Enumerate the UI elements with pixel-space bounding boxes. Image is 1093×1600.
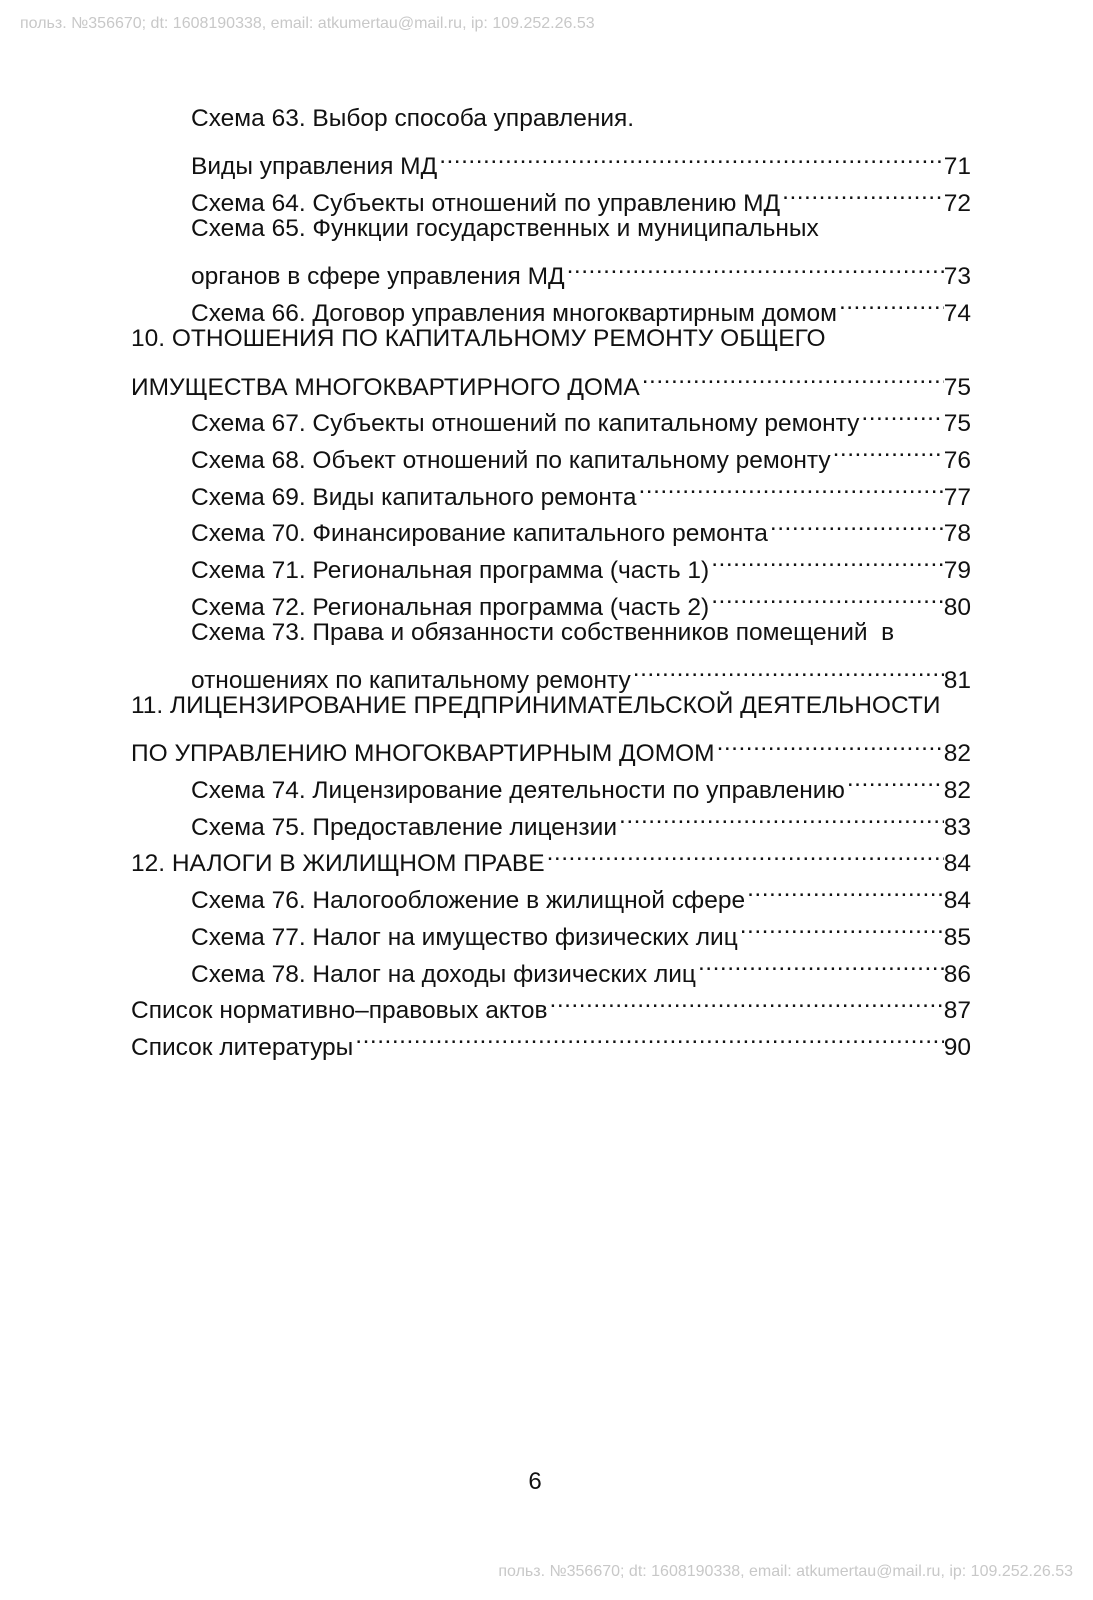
toc-entry-page: 82	[943, 777, 971, 805]
toc-entry-text: Схема 67. Субъекты отношений по капитальному ремонту	[191, 410, 860, 438]
toc-entry-text: Список литературы	[131, 1033, 354, 1061]
toc-leader-dots	[545, 835, 944, 872]
toc-entry-text: Схема 75. Предоставление лицензии	[191, 813, 618, 841]
page-number: 6	[528, 1468, 542, 1495]
toc-entry-text: Схема 74. Лицензирование деятельности по управлению	[191, 777, 845, 805]
toc-entry	[131, 248, 971, 291]
toc-entry-text: Схема 64. Субъекты отношений по управлению МД	[191, 190, 781, 218]
toc-entry-text: 12. НАЛОГИ В ЖИЛИЩНОМ ПРАВЕ	[131, 850, 545, 878]
toc-leader-dots	[548, 982, 944, 1019]
toc-entry-text: Схема 65. Функции государственных и муниципальных	[191, 215, 819, 243]
toc-entry-page: 71	[943, 153, 971, 181]
toc-entry-text: Список нормативно–правовых актов	[131, 997, 548, 1025]
toc-leader-dots	[709, 541, 944, 578]
toc-entry	[131, 615, 971, 652]
toc-entry	[131, 138, 971, 181]
toc-leader-dots	[715, 725, 944, 762]
toc-section-heading	[131, 688, 971, 725]
toc-entry-page: 78	[943, 520, 971, 548]
toc-entry-page: 85	[943, 923, 971, 951]
toc-leader-dots	[565, 248, 944, 285]
toc-section-heading	[131, 321, 971, 358]
toc-entry-text: Схема 78. Налог на доходы физических лиц	[191, 960, 696, 988]
toc-leader-dots	[837, 284, 944, 321]
toc-entry-text: Схема 70. Финансирование капитального ремонта	[191, 520, 768, 548]
toc-leader-dots	[745, 871, 944, 908]
toc-entry-page: 83	[943, 813, 971, 841]
toc-entry-text: отношениях по капитальному ремонту	[191, 667, 631, 694]
toc-entry-page: 86	[943, 960, 971, 988]
toc-entry-page: 82	[943, 740, 971, 768]
toc-entry	[131, 651, 971, 694]
toc-entry-text: Схема 71. Региональная программа (часть 1)	[191, 556, 710, 584]
toc-entry-page: 72	[943, 190, 971, 218]
toc-entry-text: Схема 66. Договор управления многоквартирным домом	[191, 300, 837, 328]
toc-entry-text: Схема 69. Виды капитального ремонта	[191, 483, 637, 511]
toc-entry-page: 84	[943, 850, 971, 878]
watermark-top: польз. №356670; dt: 1608190338, email: atkumertau@mail.ru, ip: 109.252.26.53	[20, 15, 595, 32]
toc-entry-text: ИМУЩЕСТВА МНОГОКВАРТИРНОГО ДОМА	[131, 373, 640, 401]
watermark-bottom: польз. №356670; dt: 1608190338, email: atkumertau@mail.ru, ip: 109.252.26.53	[498, 1563, 1073, 1580]
toc-leader-dots	[437, 138, 944, 175]
toc-leader-dots	[617, 798, 944, 835]
toc-leader-dots	[845, 761, 944, 798]
toc-leader-dots	[640, 358, 944, 395]
toc-entry-page: 90	[943, 1033, 971, 1061]
toc-entry-page: 77	[943, 483, 971, 511]
toc-leader-dots	[631, 651, 944, 688]
toc-entry-page: 75	[943, 410, 971, 438]
toc-entry-page: 74	[943, 300, 971, 328]
toc-leader-dots	[859, 395, 943, 432]
toc-entry-page: 84	[943, 887, 971, 915]
toc-entry-text: Схема 72. Региональная программа (часть 2)	[191, 593, 710, 621]
toc-leader-dots	[353, 1018, 943, 1055]
toc-entry-page: 87	[943, 997, 971, 1025]
toc-section-heading	[131, 725, 971, 768]
toc-leader-dots	[831, 431, 944, 468]
toc-entry-page: 73	[943, 263, 971, 291]
toc-entry-page: 79	[943, 556, 971, 584]
toc-entry	[131, 101, 971, 138]
toc-entry	[131, 211, 971, 248]
toc-entry-text: Схема 68. Объект отношений по капитальному ремонту	[191, 446, 831, 474]
toc-entry-text: ПО УПРАВЛЕНИЮ МНОГОКВАРТИРНЫМ ДОМОМ	[131, 740, 715, 768]
toc-leader-dots	[768, 505, 944, 542]
toc-leader-dots	[696, 945, 944, 982]
toc-leader-dots	[709, 578, 944, 615]
toc-entry-text: 11. ЛИЦЕНЗИРОВАНИЕ ПРЕДПРИНИМАТЕЛЬСКОЙ ДЕЯТЕЛЬНОСТИ	[131, 692, 941, 719]
toc-leader-dots	[636, 468, 943, 505]
toc-leader-dots	[738, 908, 944, 945]
toc-section-heading	[131, 358, 971, 401]
toc-entry-text: Схема 73. Права и обязанности собственников помещений в	[191, 618, 895, 646]
toc-entry-text: Схема 77. Налог на имущество физических лиц	[191, 923, 738, 951]
toc-entry-page: 75	[943, 373, 971, 401]
toc-leader-dots	[780, 174, 944, 211]
table-of-contents	[131, 101, 971, 1061]
toc-entry-text: органов в сфере управления МД	[191, 263, 565, 291]
toc-entry-text: Схема 63. Выбор способа управления.	[191, 105, 635, 132]
toc-entry-page: 76	[943, 446, 971, 474]
toc-entry-text: Виды управления МД	[191, 153, 438, 181]
toc-entry-text: 10. ОТНОШЕНИЯ ПО КАПИТАЛЬНОМУ РЕМОНТУ ОБЩЕГО	[131, 325, 826, 353]
toc-entry-page: 80	[943, 593, 971, 621]
toc-entry-text: Схема 76. Налогообложение в жилищной сфере	[191, 887, 746, 915]
toc-entry-page: 81	[943, 667, 971, 694]
